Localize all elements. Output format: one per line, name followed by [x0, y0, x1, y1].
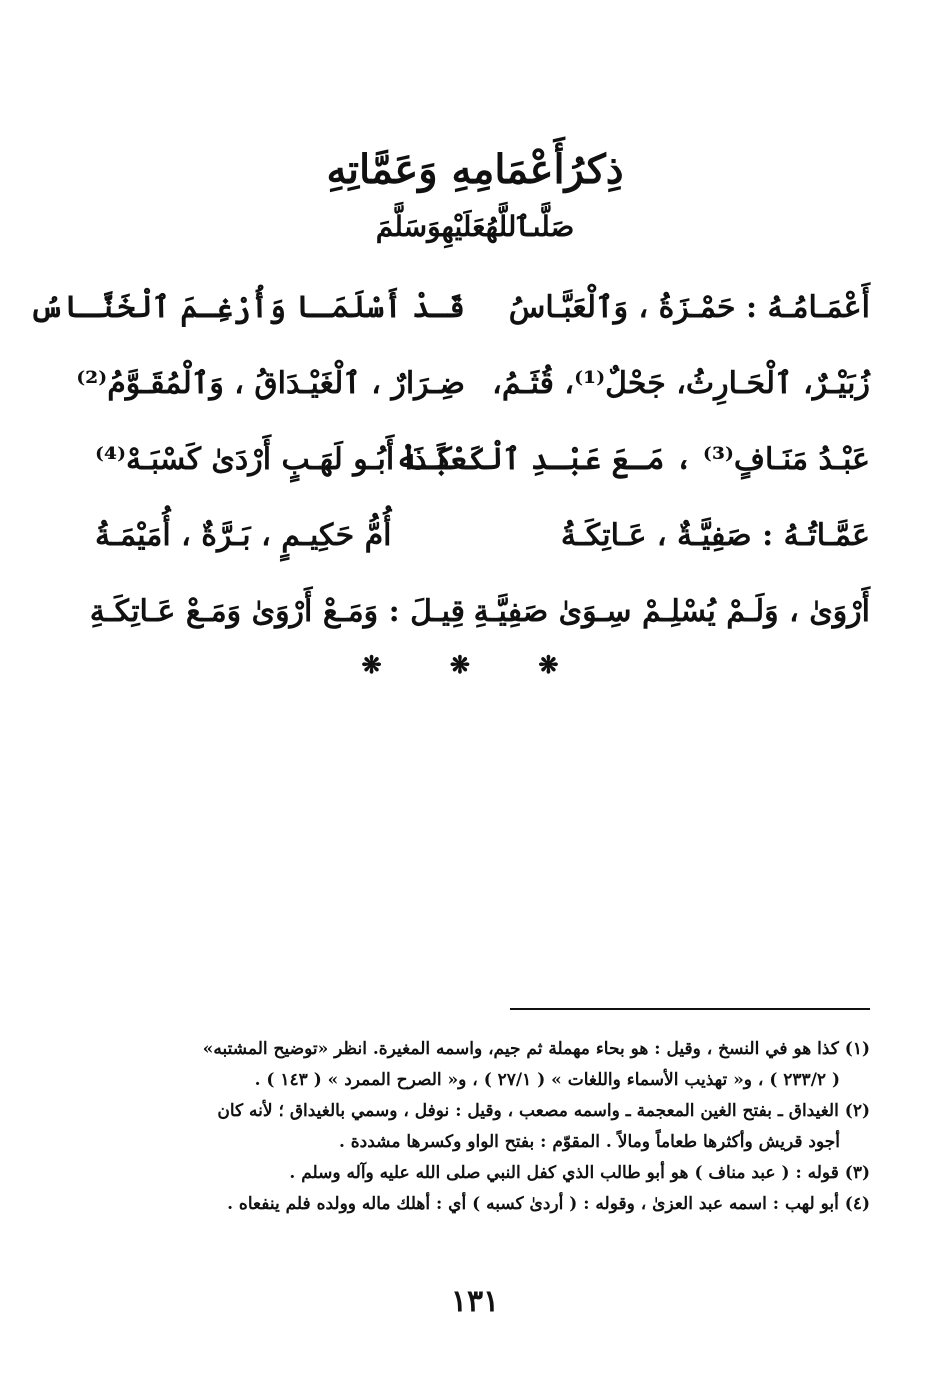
- verse-second-hemistich: قِيـلَ : وَمَـعْ أَرْوَىٰ وَمَـعْ عَـاتِكَـةِ: [89, 594, 465, 629]
- footnote-4: (٤) أبو لهب : اسمه عبد العزىٰ ، وقوله : ( أردىٰ كسبه ) أي : أهلك ماله وولده فلم ينفعاه .: [227, 1194, 870, 1214]
- verse: [76, 346, 870, 422]
- verse: [95, 498, 870, 574]
- verse: [29, 270, 870, 346]
- verse-second-hemistich: ضِـرَارٌ ، ٱلْغَيْـدَاقُ ، وَٱلْمُقَـوَّمُ⁽²⁾: [76, 366, 465, 401]
- footnote-divider: [510, 1008, 870, 1010]
- verse-second-hemistich: كَـذَا أَبُـو لَهَـبٍ أَرْدَىٰ كَسْبَـهْ⁽⁴⁾: [95, 442, 452, 477]
- footnote-3: (٣) قوله : ( عبد مناف ) هو أبو طالب الذي كفل النبي صلى الله عليه وآله وسلم .: [289, 1163, 870, 1183]
- verse: [95, 422, 870, 498]
- verse-first-hemistich: زُبَيْـرٌ، ٱلْحَـارِثُ، جَحْلٌ⁽¹⁾، قُثَـمُ،: [492, 366, 870, 401]
- verse-first-hemistich: عَبْـدُ مَنَـافٍ⁽³⁾ ، مَـعَ عَبْـدِ ٱلْكَعْبَـهْ: [397, 442, 870, 477]
- verse-first-hemistich: أَرْوَىٰ ، وَلَـمْ يُسْلِـمْ سِـوَىٰ صَفِيَّـةِ: [473, 594, 870, 629]
- verse: [89, 574, 870, 650]
- footnote-2: (٢) الغيداق ـ بفتح الغين المعجمة ـ واسمه مصعب ، وقيل : نوفل ، وسمي بالغيداق ؛ لأنه كان: [217, 1101, 870, 1121]
- footnotes: [80, 1034, 870, 1220]
- poem: [29, 270, 870, 650]
- verse-first-hemistich: أَعْمَـامُـهُ : حَمْـزَةُ ، وَٱلْعَبَّـاسُ: [508, 290, 870, 325]
- verse-second-hemistich: قَـدْ أَسْلَمَـا وَأُرْغِـمَ ٱلْخَنَّـاسُ: [29, 290, 465, 325]
- footnote-1-continuation: ( ٢٣٣/٢ ) ، و« تهذيب الأسماء واللغات » ( ٢٧/١ ) ، و« الصرح الممرد » ( ١٤٣ ) .: [254, 1070, 840, 1090]
- footnote-1: (١) كذا هو في النسخ ، وقيل : هو بحاء مهملة ثم جيم، واسمه المغيرة. انظر «توضيح المشتبه»: [202, 1039, 870, 1059]
- page-number: ١٣١: [450, 1284, 500, 1319]
- section-separator: ❋ ❋ ❋: [361, 650, 589, 679]
- verse-first-hemistich: عَمَّـاتُـهُ : صَفِيَّـةٌ ، عَـاتِكَـةُ: [560, 518, 870, 553]
- verse-second-hemistich: أُمُّ حَكِيـمٍ ، بَـرَّةٌ ، أُمَيْمَـةُ: [95, 518, 392, 553]
- chapter-title: ذِكرُأَعْمَامِهِ وَعَمَّاتِهِ: [326, 146, 624, 193]
- chapter-subtitle: صَلَّىٱللَّهُعَلَيْهِوَسَلَّمَ: [375, 210, 575, 243]
- footnote-2-continuation: أجود قريش وأكثرها طعاماً ومالاً . المقوّم : بفتح الواو وكسرها مشددة .: [338, 1132, 840, 1152]
